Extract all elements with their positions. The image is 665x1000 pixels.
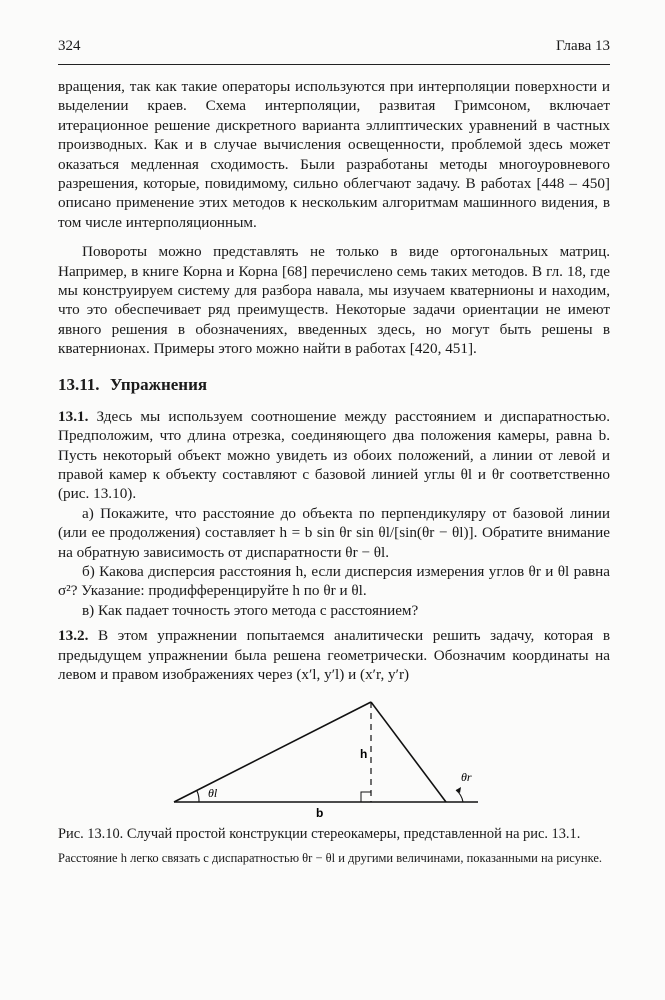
right-ray: [371, 702, 446, 802]
exercise-number: 13.2.: [58, 627, 89, 645]
angle-arc-left: [197, 791, 199, 802]
theta-r-label: θr: [461, 770, 472, 785]
chapter-title: Глава 13: [556, 38, 610, 54]
exercise-text: Здесь мы используем соотношение между расстоянием и диспаратностью. Предположим, что длина отрезка, соединяющего два положения камеры, равна b. Пусть некоторый объект можно увидеть из обоих положений, а линии от левой и правой камер к объекту составляют с базовой линией углы θl и θr соответственно (рис. 13.10).: [58, 407, 611, 503]
theta-l-label: θl: [208, 786, 218, 801]
section-title: Упражнения: [109, 374, 208, 394]
exercise-13-2: [58, 626, 610, 684]
exercise-13-1-b: б) Какова дисперсия расстояния h, если дисперсия измерения углов θr и θl равна σ²? Указание: продифференцируйте h по θr и θl.: [58, 562, 610, 600]
book-page: [58, 38, 610, 866]
b-label: b: [316, 806, 324, 821]
exercise-13-1-c: в) Как падает точность этого метода с расстоянием?: [82, 601, 419, 619]
exercise-text: В этом упражнении попытаемся аналитически решить задачу, которая в предыдущем упражнении была решена геометрически. Обозначим координаты на левом и правом изображениях через (x′l, y′l) и (x′r, y′r): [58, 627, 610, 683]
page-header: [58, 38, 610, 65]
figure-note: Расстояние h легко связать с диспаратностью θr − θl и другими величинами, показанными на рисунке.: [58, 850, 603, 865]
h-label: h: [360, 747, 368, 762]
stereo-camera-figure: [58, 694, 610, 822]
left-ray: [174, 702, 371, 802]
exercise-13-1-a: а) Покажите, что расстояние до объекта по перпендикуляру от базовой линии (или ее продолжения) составляет h = b sin θr sin θl/[sin(θr − θl)]. Обратите внимание на обратную зависимость от диспаратности θr − θl.: [58, 504, 610, 561]
page-number: 324: [58, 38, 81, 54]
right-angle-mark: [361, 792, 371, 802]
exercise-number: 13.1.: [58, 407, 89, 425]
paragraph-rotations: Повороты можно представлять не только в виде ортогональных матриц. Например, в книге Корна и Корна [68] перечислено семь таких методов. В гл. 18, где мы конструируем систему для разбора навала, мы изучаем кватернионы и находим, что это обеспечивает ряд преимуществ. Некоторые задачи ориентации не имеют явного решения в обозначениях, введенных здесь, но могут быть решены в кватернионах. Примеры этого можно найти в работах [420, 451].: [58, 243, 610, 358]
paragraph-interpolation: вращения, так как такие операторы используются при интерполяции поверхности и выделении краев. Схема интерполяции, развитая Гримсоном, включает итерационное решение дискретного варианта эллиптических уравнений в частных производных. Как и в случае вычисления освещенности, проблемой здесь может оказаться медленная сходимость. Были разработаны методы многоуровневого разрешения, которые, повидимому, сильно облегчают задачу. В работах [448 – 450] описано применение этих методов к нескольким алгоритмам машинного видения, в том числе интерполяционным.: [58, 78, 610, 231]
section-heading: [58, 375, 610, 395]
section-number: 13.11.: [58, 374, 100, 394]
exercise-13-1: [58, 407, 610, 504]
figure-caption: Рис. 13.10. Случай простой конструкции стереокамеры, представленной на рис. 13.1.: [58, 826, 581, 843]
triangle-diagram: [58, 694, 610, 822]
